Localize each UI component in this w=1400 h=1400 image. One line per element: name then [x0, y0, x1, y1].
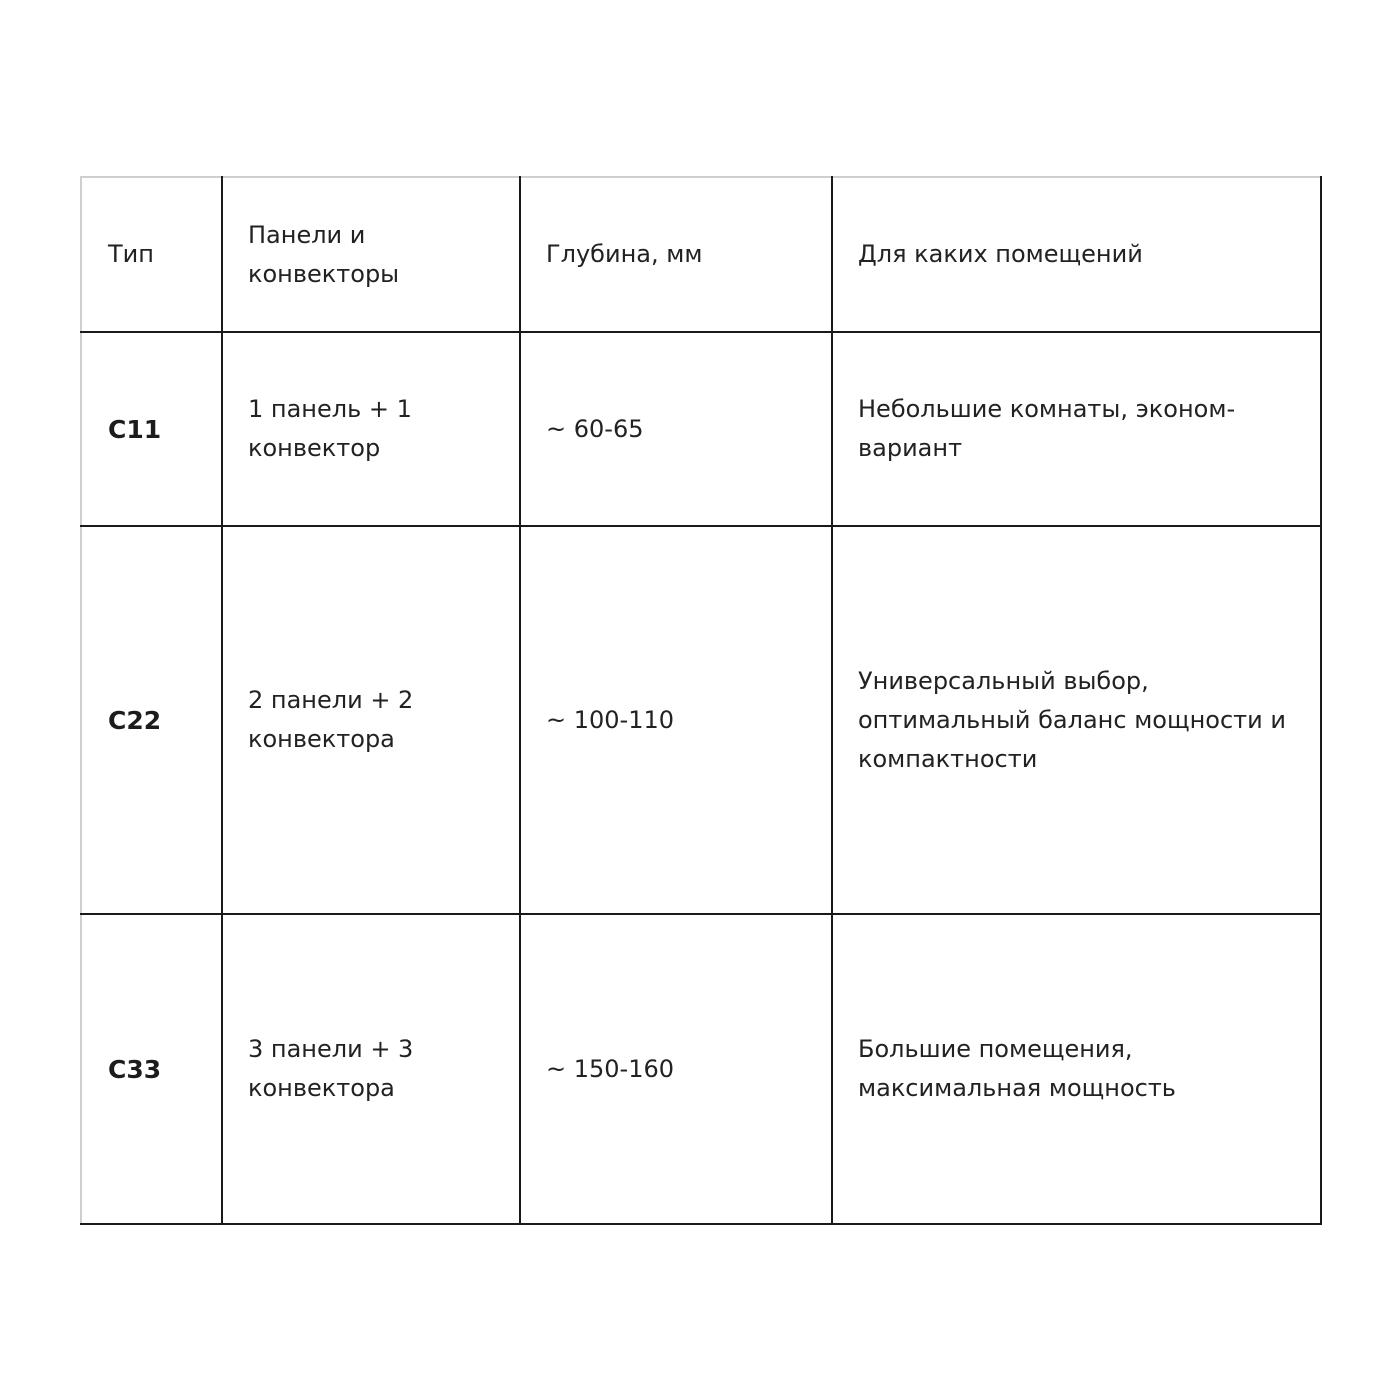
config-cell: 1 панель + 1 конвектор: [222, 332, 520, 526]
table-row: [81, 526, 1321, 914]
rooms-cell: Большие помещения, максимальная мощность: [832, 914, 1321, 1224]
config-cell: 2 панели + 2 конвектора: [222, 526, 520, 914]
table-row: [81, 914, 1321, 1224]
header-type: Тип: [81, 177, 222, 332]
rooms-cell: Универсальный выбор, оптимальный баланс мощности и компактности: [832, 526, 1321, 914]
type-cell: C22: [81, 526, 222, 914]
type-cell: C11: [81, 332, 222, 526]
header-rooms: Для каких помещений: [832, 177, 1321, 332]
depth-cell: ~ 150-160: [520, 914, 832, 1224]
type-cell: C33: [81, 914, 222, 1224]
config-cell: 3 панели + 3 конвектора: [222, 914, 520, 1224]
rooms-cell: Небольшие комнаты, эконом-вариант: [832, 332, 1321, 526]
depth-cell: ~ 100-110: [520, 526, 832, 914]
table-row: [81, 332, 1321, 526]
radiator-types-table: [80, 176, 1322, 1225]
header-config: Панели и конвекторы: [222, 177, 520, 332]
header-depth: Глубина, мм: [520, 177, 832, 332]
depth-cell: ~ 60-65: [520, 332, 832, 526]
radiator-types-table-container: [80, 176, 1320, 1225]
table-header-row: [81, 177, 1321, 332]
